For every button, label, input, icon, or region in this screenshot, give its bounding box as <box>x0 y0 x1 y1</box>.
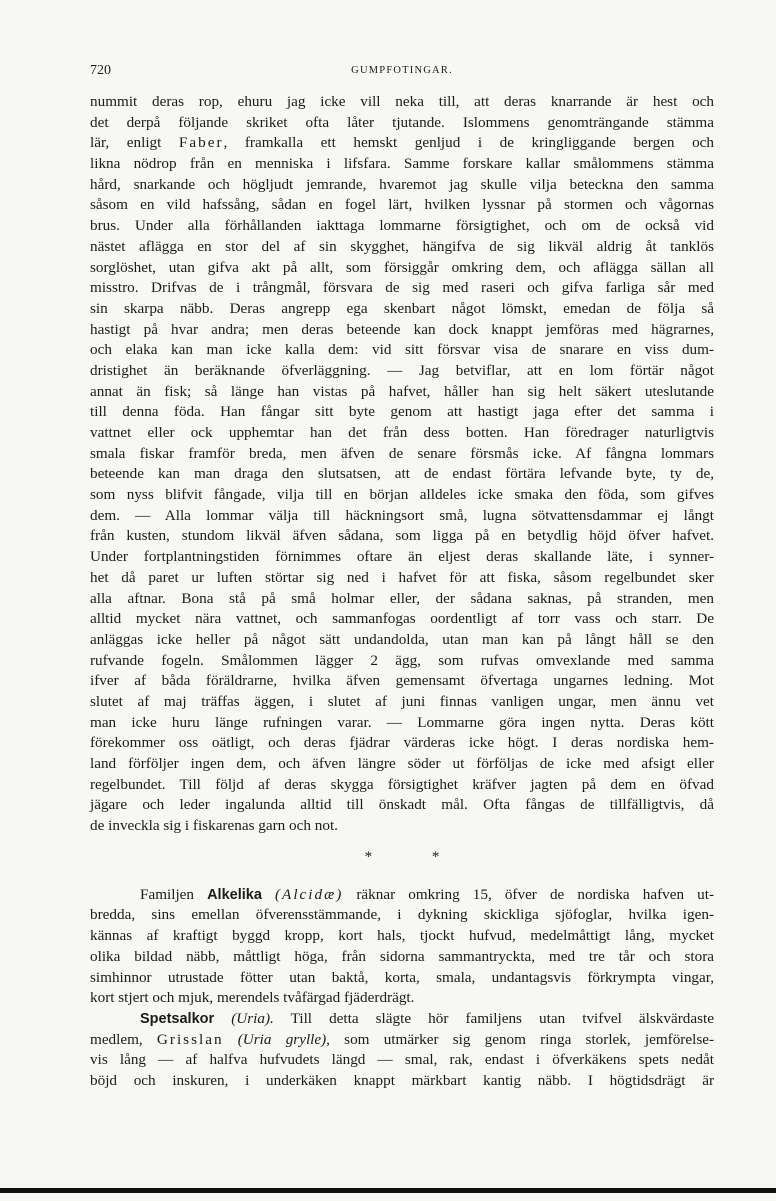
text-line: vattnet eller ock upphemtar han det från dess botten. Han föredrager naturligtvis <box>90 424 714 441</box>
text-fragment: medlem, <box>90 1030 157 1048</box>
latin-name: (Uria grylle), <box>237 1030 330 1048</box>
text-line: nästet aflägga en stor del af sin skygghet, hängifva de sig likväl aldrig åt tanklös <box>90 237 714 255</box>
text-line: annat än fisk; så länge han vistas på hafvet, håller han sig helt säkert uteslutande <box>90 382 714 400</box>
text-line: vis lång — af halfva hufvudets längd — smal, rak, endast i öfverkäkens spets nedåt <box>90 1051 714 1069</box>
text-line: alltid mycket nära vattnet, och sammanfogas oordentligt af torr vass och starr. De <box>90 610 714 628</box>
text-line: het då paret ur luften störtar sig ned i hafvet för att fiska, såsom regelbundet sker <box>90 568 714 586</box>
text-line: kännas af kraftigt byggd kropp, kort hals, tjockt hufvud, medelmåttigt lång, mycket <box>90 927 714 945</box>
text-line: smala fiskar framför breda, men äfven de senare försmås icke. Af fångna lommars <box>90 444 714 462</box>
text-line: olika bildad näbb, måttligt höga, från sidorna sammantryckta, med tre tår och stora <box>90 947 714 965</box>
species-name: Grisslan <box>156 1030 224 1048</box>
page-body <box>90 92 714 1092</box>
text-line: slutet af maj träffas äggen, i slutet af juni finnas vanligen ungar, men ännu vet <box>90 692 714 710</box>
text-line: och elaka kan man icke kalla dem: vid sitt försvar visa de snarare en viss dum- <box>90 341 714 359</box>
paragraph-uria <box>90 1009 714 1092</box>
text-line: regelbundet. Till följd af deras skygga försigtighet kräfver jagten på dem en öfvad <box>90 775 714 793</box>
text-line: likna nödrop från en menniska i lifsfara. Samme forskare kallar smålommens stämma <box>90 155 714 173</box>
text-line: hård, snarkande och högljudt jemrande, hvaremot jag skulle vilja beteckna den samma <box>90 175 714 193</box>
page-header <box>90 63 714 83</box>
text-line <box>90 1009 714 1030</box>
scan-bottom-edge <box>0 1188 776 1193</box>
text-fragment: som utmärker sig genom ringa storlek, jemförelse- <box>329 1030 715 1048</box>
text-line: man icke huru länge rufningen varar. — Lommarne göra ingen nytta. Deras kött <box>90 713 714 731</box>
paragraph-alcidae <box>90 885 714 1009</box>
text-line: dristighet än beräknande öfverläggning. — Jag betviflar, att en lom förtär något <box>90 361 714 379</box>
text-line: de inveckla sig i fiskarenas garn och not. <box>90 817 338 835</box>
text-line: från kusten, stundom likväl äfven sådana, som ligga på en betydlig höjd öfver hafvet. <box>90 527 714 545</box>
text-line: som nyss blifvit fångade, vilja till en början alldeles icke smaka den föda, som gifves <box>90 486 714 504</box>
text-line: land förföljer ingen dem, och äfven längre söder ut förföljas de icke med afsigt eller <box>90 755 714 772</box>
text-line: förekommer oss oätligt, och deras fjädrar värderas icke högt. I deras nordiska hem- <box>90 734 714 752</box>
text-line: det derpå följande skriket ofta låter tjutande. Islommens genomträngande stämma <box>90 113 714 131</box>
text-line <box>90 1030 714 1051</box>
text-line: till denna föda. Han fångar sitt byte genom att hastigt jaga efter det samma i <box>90 403 714 421</box>
text-fragment: lär, enligt <box>90 134 179 152</box>
latin-name: (Uria). <box>231 1009 274 1027</box>
genus-name: Spetsalkor <box>140 1010 215 1027</box>
paragraph-loons <box>90 92 714 837</box>
text-line <box>90 885 714 906</box>
page-number: 720 <box>90 63 111 78</box>
text-line: jägare och leder ingalunda alltid till önskadt mål. Ofta fångas de tillfälligtvis, då <box>90 796 714 814</box>
text-fragment: Familjen <box>140 885 208 903</box>
text-line: dem. — Alla lommar välja till häckningsort små, lugna sötvattensdammar ej långt <box>90 506 714 524</box>
text-fragment: , framkalla ett hemskt genljud i de kringliggande bergen och <box>223 134 714 152</box>
text-line: simhinnor utrustade fötter utan baktå, korta, smala, undantagsvis förkrympta vingar, <box>90 968 714 986</box>
text-line <box>90 133 714 154</box>
text-line: sin skarpa näbb. Deras angrepp ega skenbart något lömskt, emedan de följa så <box>90 299 714 317</box>
text-line: anläggas icke heller på något sätt undandolda, utan man kan på långt håll se den <box>90 630 714 648</box>
author-name: Faber <box>178 134 224 152</box>
text-fragment: Till detta slägte hör familjens utan tvifvel älskvärdaste <box>273 1009 714 1027</box>
family-name: Alkelika <box>207 886 262 903</box>
text-line: misstro. Drifvas de i trångmål, försvara de sig med raseri och gifva farliga sår med <box>90 279 714 297</box>
text-line: beteende kan man draga den slutsatsen, att de endast förtära lefvande byte, ty de, <box>90 465 714 483</box>
text-line: kort stjert och mjuk, merendels tvåfärgad fjäderdrägt. <box>90 989 415 1007</box>
text-line: Under fortplantningstiden förnimmes oftare än eljest deras skallande läte, i synner- <box>90 548 714 566</box>
text-line: nummit deras rop, ehuru jag icke vill neka till, att deras knarrande är hest och <box>90 93 714 110</box>
running-head: GUMPFOTINGAR. <box>351 65 453 76</box>
text-line: bredda, sins emellan öfverensstämmande, i dykning skickliga sjöfoglar, hvilka igen- <box>90 906 714 924</box>
text-line: brus. Under alla förhållanden iakttaga lommarne försigtighet, och om de också vid <box>90 217 714 235</box>
text-line: hastigt på hvar andra; men deras beteende kan dock knappt jemföras med hägrarnes, <box>90 320 714 338</box>
text-line: böjd och inskuren, i underkäken knappt märkbart kantig näbb. I högtidsdrägt är <box>90 1071 714 1089</box>
text-line: såsom en vild hafssång, sådan en fogel lärt, hvilken lyssnar på stormen och vågornas <box>90 196 714 214</box>
text-line: rufvande fogeln. Smålommen lägger 2 ägg, som rufvas omvexlande med samma <box>90 651 714 669</box>
text-line: alla aftnar. Bona stå på små holmar eller, der sådana saknas, på stranden, men <box>90 589 714 607</box>
latin-name: (Alcidæ) <box>274 885 344 903</box>
text-fragment: räknar omkring 15, öfver de nordiska hafven ut- <box>343 885 715 903</box>
text-line: sorglöshet, utan gifva akt på allt, som försiggår omkring dem, och aflägga sällan all <box>90 258 714 276</box>
section-separator: * * <box>364 848 468 865</box>
text-line: ifver af båda föräldrarne, hvilka äfven gemensamt öfvertaga ungarnes ledning. Mot <box>90 672 714 690</box>
